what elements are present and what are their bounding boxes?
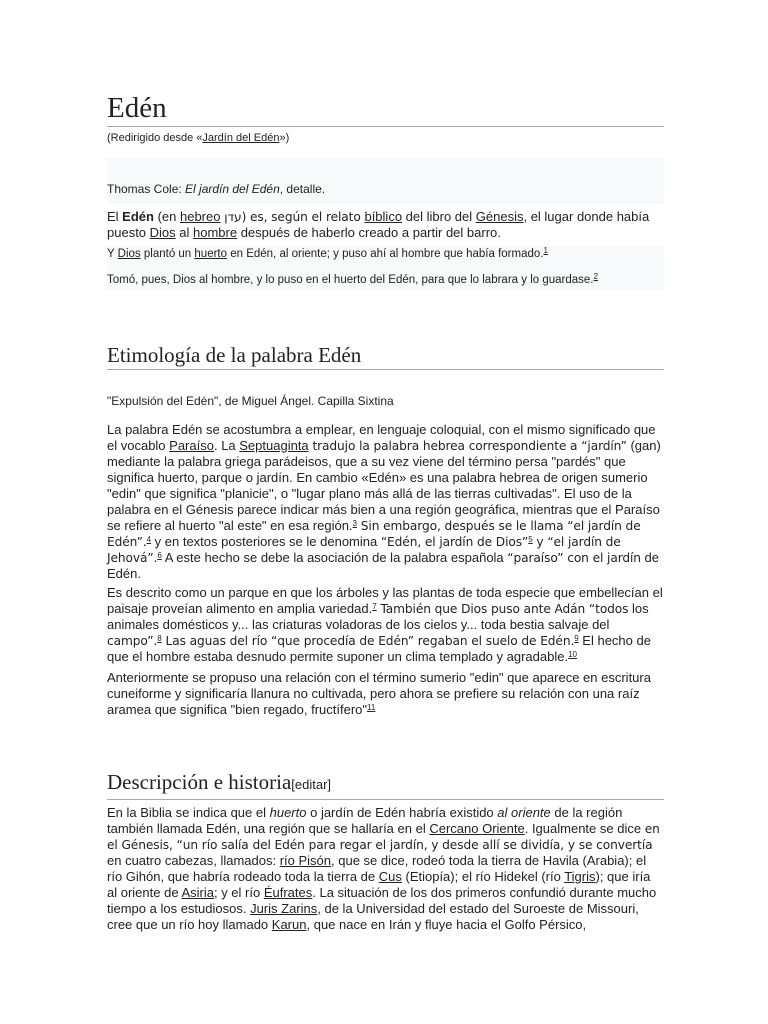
quote-line-1 [107,248,548,260]
text: En la Biblia se indica que el [107,805,270,820]
ref-6[interactable]: 6 [157,551,162,560]
caption-author: Thomas Cole: [107,182,186,196]
link-dios[interactable]: Dios [149,225,176,240]
link-rio-pison[interactable]: río Pisón [279,853,332,868]
text: La palabra Edén se acostumbra a emplear, en lenguaje coloquial, con el mismo significado que el vocablo [107,422,656,453]
link-eufrates[interactable]: Éufrates [263,885,313,900]
link-hombre[interactable]: hombre [193,225,238,240]
intro-paragraph [107,209,664,241]
text: Anteriormente se propuso una relación con el término sumerio "edin" que aparece en escritura cuneiforme y significaría llanura no cultivada, pero ahora se prefiere su relación con una raíz aramea que significa "bien regado, fructífero" [107,670,651,717]
text: , el lugar donde había puesto [107,209,650,240]
text: A este hecho se debe la asociación de la palabra española [161,550,508,565]
ref-2[interactable]: 2 [593,272,598,281]
ref-4[interactable]: 4 [146,535,152,544]
redirect-note [107,132,289,144]
etimologia-paragraph-1 [107,422,664,582]
edit-link[interactable]: [editar] [291,777,332,792]
text: Las aguas del río “que procedía de Edén” regaban el suelo de Edén. [161,634,575,648]
text: de la región también llamada Edén, una región que se hallaría en el [107,805,623,836]
ref-10[interactable]: 10 [568,650,577,659]
text: en cuatro cabezas, llamados: [107,853,280,868]
ref-5[interactable]: 5 [528,535,533,544]
text: al [175,225,194,240]
text: , que se dice, rodeó toda la tierra de Havila (Arabia); el río Gihón, que habría rodeado toda la tierra de [107,853,647,884]
text: También que Dios puso ante Adán “todos [376,602,629,616]
bible-quote [107,246,664,290]
redirect-link[interactable]: Jardín del Edén [202,132,280,144]
heading-descripcion-text: Descripción e historia [107,770,292,794]
link-juris-zarins[interactable]: Juris Zarins [250,901,318,916]
link-hebreo[interactable]: hebreo [179,209,221,224]
text: y en textos posteriores se le denomina [151,534,381,549]
text: del libro del [402,209,476,224]
link-septuaginta[interactable]: Septuaginta [239,438,309,453]
quote-line-2 [107,274,598,286]
text: tradujo la palabra hebrea correspondiente a “jardín” [308,439,627,453]
text: o jardín de Edén habría existido [306,805,498,820]
heading-etimologia: Etimología de la palabra Edén [107,341,664,370]
text: El [107,209,123,224]
descripcion-paragraph-1 [107,805,664,933]
text: campo”. [107,634,158,648]
text: Sin embargo, después se le llama “el jardín de Edén”. [107,519,641,549]
ref-3[interactable]: 3 [352,519,357,528]
text: Y [107,248,118,260]
caption-work: El jardín del Edén [185,182,280,196]
heading-descripcion [107,768,664,800]
text: “Edén, el jardín de Dios” [380,535,529,549]
text: los animales domésticos y... las criaturas voladoras de los cielos y... toda bestia salvaje del [107,601,649,632]
text: de Edén. [107,550,660,581]
figure-caption-sixtina: "Expulsión del Edén", de Miguel Ángel. Capilla Sixtina [107,394,394,408]
text: (Etiopía); el río Hidekel (río [401,869,565,884]
link-biblico[interactable]: bíblico [364,209,403,224]
link-asiria[interactable]: Asiria [181,885,214,900]
text: en el Génesis, “un río salía del Edén para regar el jardín, y desde allí se dividía, y se convertía [107,822,660,852]
text: (gan) mediante la palabra griega parádeisos, que a su vez viene del término persa "pardés" que significa huerto, parque o jardín. En cambio «Edén» es una palabra hebrea de origen sumerio "edin" que significa "planicie", o "lugar plano más allá de las tierras cultivadas". El uso de la palabra en el Génesis parece indicar más bien a una región geográfica, mientras que el Paraíso se refiere al huerto "al este" en esa región. [107,438,661,533]
link-tigris[interactable]: Tigris [564,869,596,884]
text: , de la Universidad del estado del Suroeste de Missouri, cree que un río hoy llamado [107,901,639,932]
link-cus[interactable]: Cus [378,869,402,884]
text: en Edén, al oriente; y puso ahí al hombre que había formado. [227,248,544,260]
text: , que nace en Irán y fluye hacia el Golfo Pérsico, [306,917,587,932]
link-karun[interactable]: Karun [271,917,307,932]
link-huerto[interactable]: huerto [194,248,228,260]
figure-thomas-cole [107,158,664,204]
text: . La situación de los dos primeros confundió durante mucho tiempo a los estudiosos. [107,885,657,916]
ref-7[interactable]: 7 [372,602,377,611]
text: ; y el río [213,885,264,900]
link-genesis[interactable]: Génesis [475,209,524,224]
text: . Igualmente se dice [524,821,645,836]
redirect-suffix: ») [279,132,290,144]
ref-1[interactable]: 1 [543,246,548,255]
redirect-prefix: (Redirigido desde « [107,132,203,144]
caption-rest: , detalle. [279,182,326,196]
text: Tomó, pues, Dios al hombre, y lo puso en el huerto del Edén, para que lo labrara y lo guardase. [107,274,594,286]
text: plantó un [140,248,195,260]
text: (en [153,209,180,224]
ref-11[interactable]: 11 [367,703,376,712]
link-dios-quote[interactable]: Dios [117,248,141,260]
text: ); que iría al oriente de [107,869,651,900]
text: después de haberlo creado a partir del barro. [237,225,501,240]
bold-eden: Edén [122,209,154,224]
text: . La [213,438,240,453]
ref-8[interactable]: 8 [157,634,162,643]
text: “paraíso” con el jardín [507,551,641,565]
ref-9[interactable]: 9 [574,634,579,643]
text: Es descrito como un parque en que los árboles y las plantas de toda especie que embellecían el paisaje proveían alimento en amplia variedad. [107,585,663,616]
text: עדן) es, según el relato [220,210,365,224]
link-cercano-oriente[interactable]: Cercano Oriente [429,821,525,836]
text: El hecho de que el hombre estaba desnudo permite suponer un clima templado y agradable. [107,633,651,664]
italic-oriente: al oriente [497,805,551,820]
link-paraiso[interactable]: Paraíso [169,438,214,453]
etimologia-paragraph-3 [107,670,664,718]
figure-caption [107,182,325,196]
text: y “el jardín de Jehová”. [107,535,621,565]
etimologia-paragraph-2 [107,585,664,665]
italic-huerto: huerto [269,805,307,820]
page-title: Edén [107,90,664,127]
